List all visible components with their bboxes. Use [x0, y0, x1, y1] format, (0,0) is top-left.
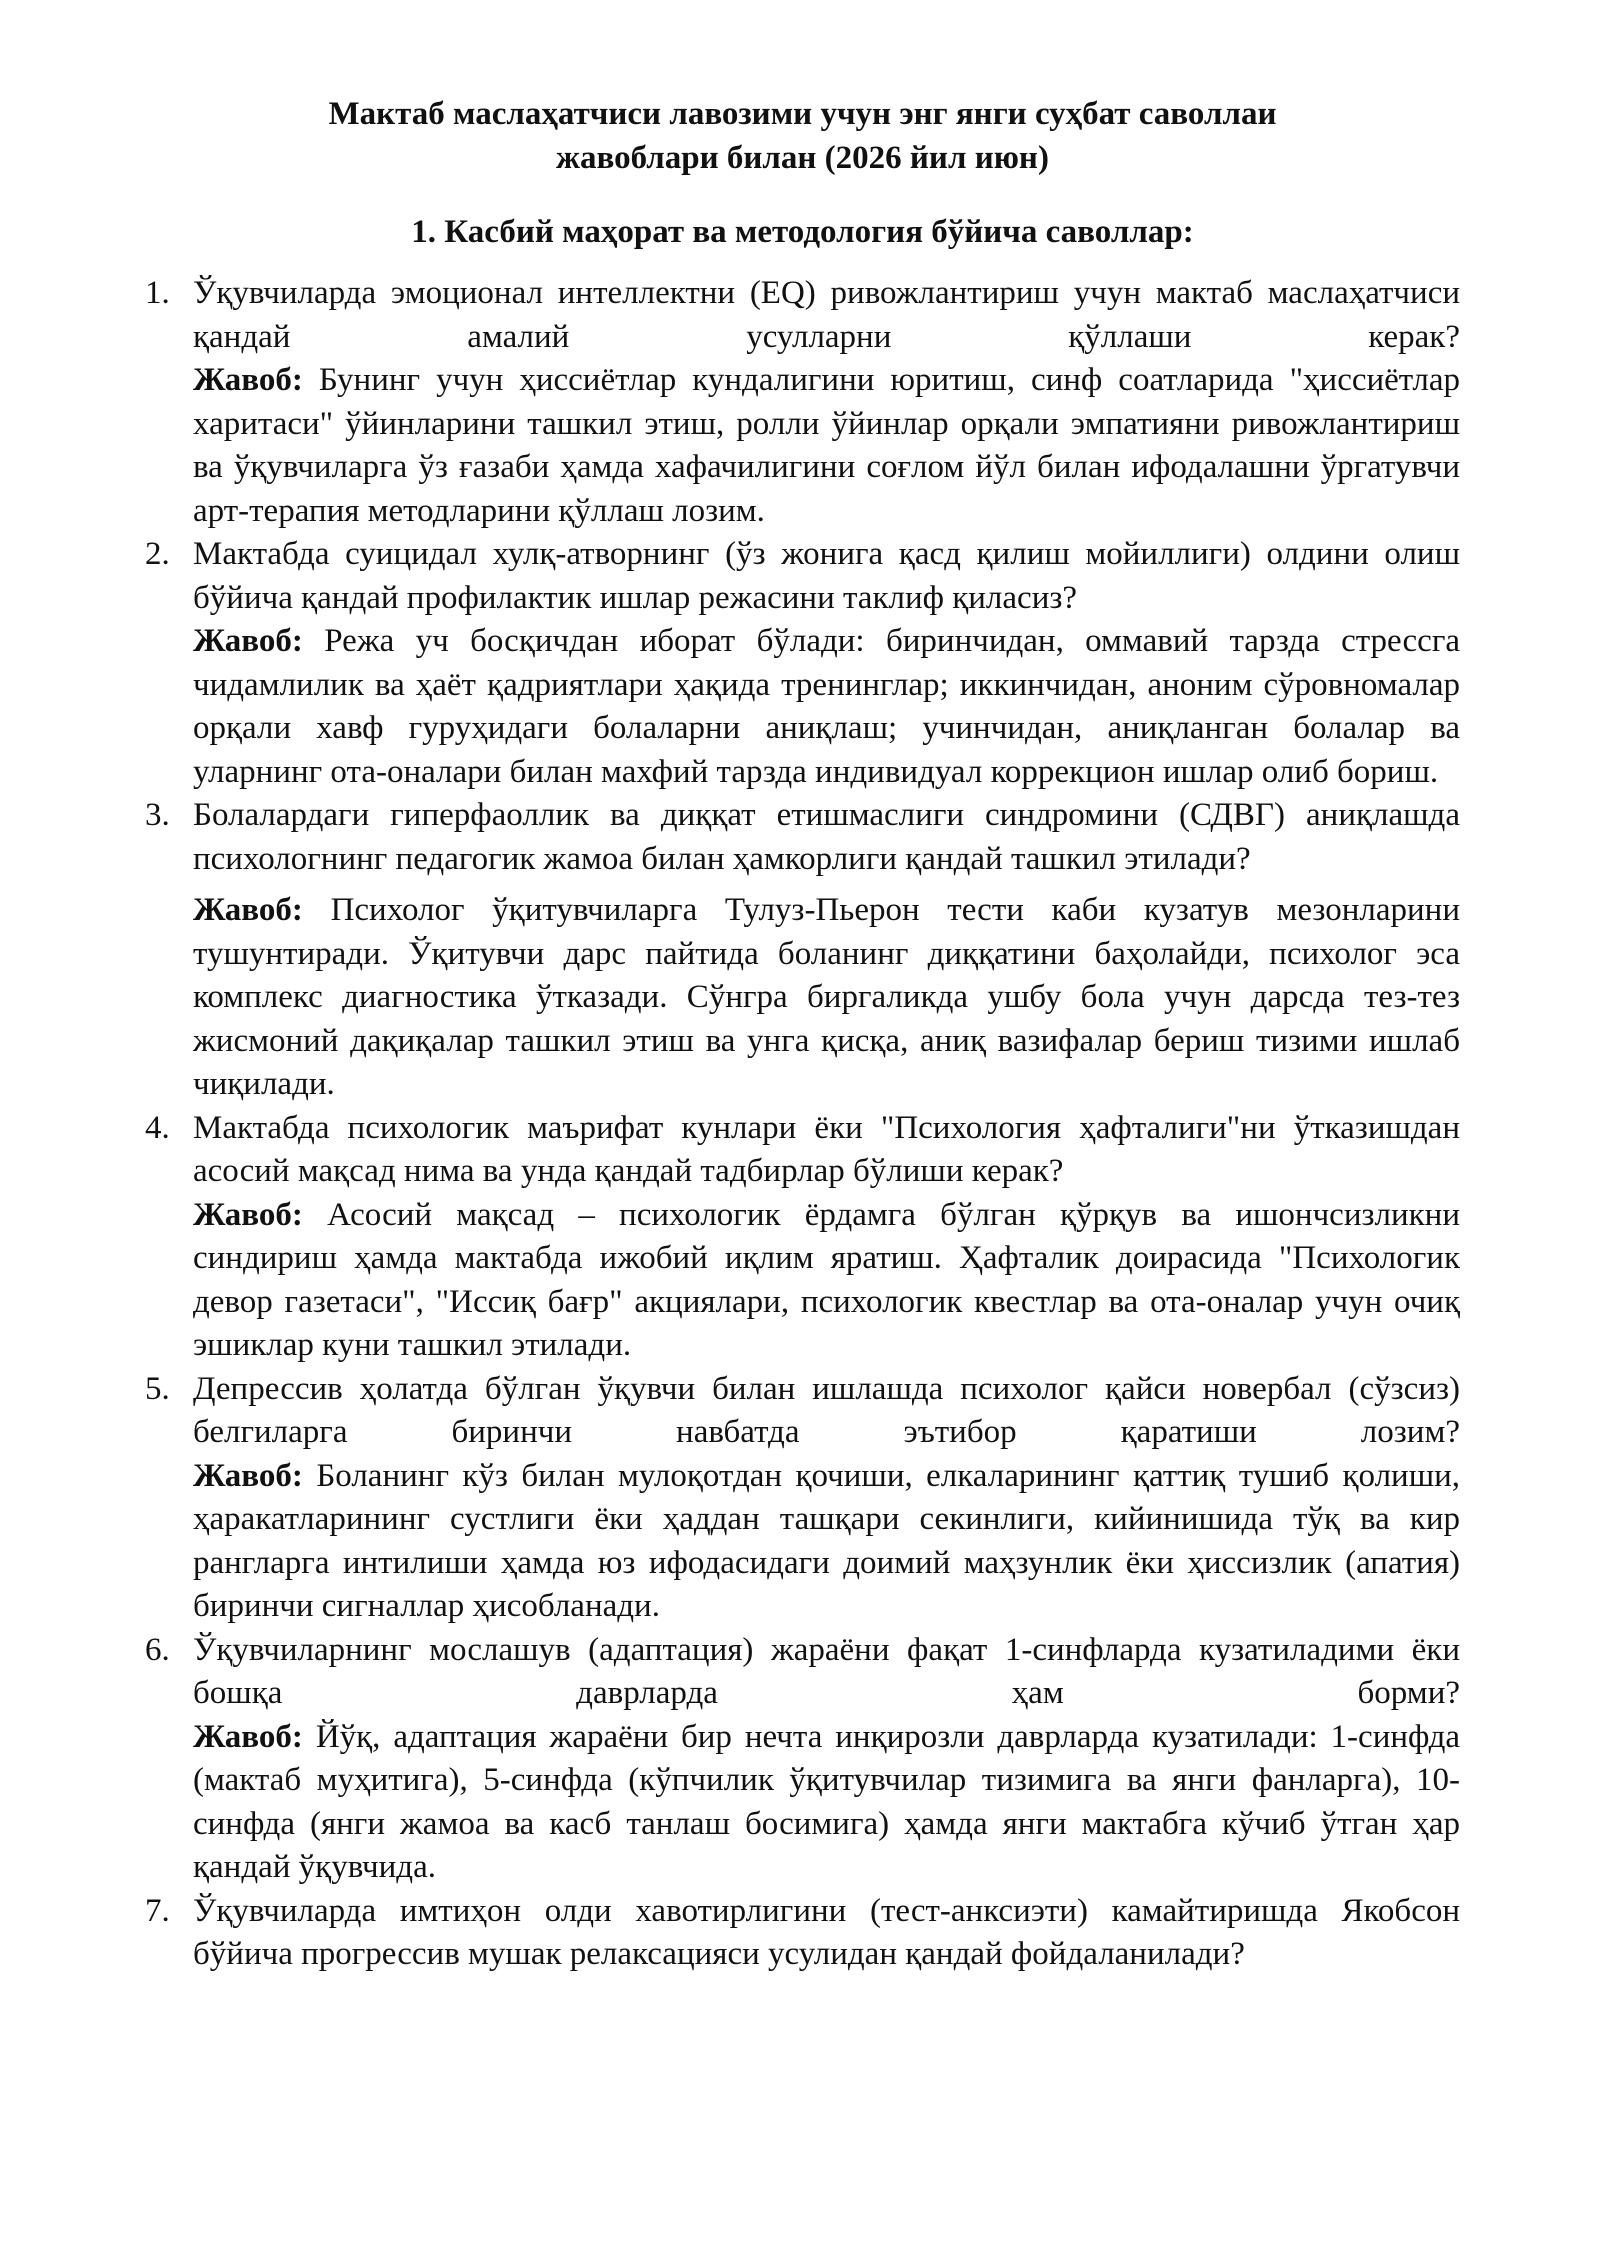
- answer-label: Жавоб:: [193, 1718, 303, 1755]
- item-number: 3.: [145, 797, 170, 833]
- answer-text: Боланинг кўз билан мулоқотдан қочиши, елкаларининг қаттиқ тушиб қолиши, ҳаракатларининг сустлиги ёки ҳаддан ташқари секинлиги, кийинишида тўқ ва кир рангларга интилиши ҳамда юз ифодасидаги доимий маҳзунлик ёки ҳиссизлик (апатия) биринчи сигналлар ҳисобланади.: [193, 1457, 1461, 1624]
- answer-text: Асосий мақсад – психологик ёрдамга бўлган қўрқув ва ишончсизликни синдириш ҳамда мактабда ижобий иқлим яратиш. Ҳафталик доирасида "Психологик девор газетаси", "Иссиқ бағр" акциялари, психологик квестлар ва ота-оналар учун очиқ эшиклар куни ташкил этилади.: [193, 1196, 1460, 1363]
- question-text: Болалардаги гиперфаоллик ва диққат етишмаслиги синдромини (СДВГ) аниқлашда психологнинг педагогик жамоа билан ҳамкорлиги қандай ташкил этилади?: [193, 797, 1460, 877]
- question-list: [145, 272, 1460, 1977]
- answer-label: Жавоб:: [193, 1196, 303, 1233]
- answer-block: [193, 1455, 1460, 1629]
- item-number: 7.: [145, 1892, 170, 1929]
- list-item: [145, 1629, 1460, 1890]
- question-text: Депрессив ҳолатда бўлган ўқувчи билан ишлашда психолог қайси новербал (сўзсиз) белгиларга биринчи навбатда эътибор қаратиши лозим?: [193, 1370, 1460, 1450]
- answer-label: Жавоб:: [193, 362, 303, 398]
- answer-label: Жавоб:: [193, 623, 303, 659]
- title-line-2: жавоблари билан (2026 йил июн): [556, 140, 1049, 176]
- answer-label: Жавоб:: [193, 1457, 303, 1494]
- question-text: Мактабда суицидал хулқ-атворнинг (ўз жонига қасд қилиш мойиллиги) олдини олиш бўйича қандай профилактик ишлар режасини таклиф қиласиз?: [193, 536, 1460, 616]
- list-item: [145, 794, 1460, 1107]
- document-title: [145, 92, 1460, 180]
- question-text: Ўқувчиларда имтиҳон олди хавотирлигини (тест-анксиэти) камайтиришда Якобсон бўйича прогрессив мушак релаксацияси усулидан қандай фойдаланилади?: [193, 1892, 1460, 1972]
- answer-block: [193, 1194, 1460, 1368]
- item-number: 4.: [145, 1109, 170, 1146]
- answer-label: Жавоб:: [193, 892, 303, 928]
- item-number: 5.: [145, 1370, 170, 1407]
- answer-block: [193, 359, 1460, 533]
- item-number: 6.: [145, 1631, 170, 1668]
- answer-block: [193, 889, 1460, 1107]
- list-item: [145, 272, 1460, 533]
- question-text: Ўқувчиларнинг мослашув (адаптация) жараёни фақат 1-синфларда кузатиладими ёки бошқа даврларда ҳам борми?: [193, 1631, 1460, 1711]
- title-line-1: Мактаб маслаҳатчиси лавозими учун энг янги суҳбат саволлаи: [328, 96, 1277, 132]
- section-heading: 1. Касбий маҳорат ва методология бўйича саволлар:: [411, 214, 1194, 250]
- answer-block: [193, 1716, 1460, 1890]
- answer-text: Йўқ, адаптация жараёни бир нечта инқирозли даврларда кузатилади: 1-синфда (мактаб муҳитига), 5-синфда (кўпчилик ўқитувчилар тизимига ва янги фанларга), 10-синфда (янги жамоа ва касб танлаш босимига) ҳамда янги мактабга кўчиб ўтган ҳар қандай ўқувчида.: [193, 1718, 1461, 1885]
- answer-text: Бунинг учун ҳиссиётлар кундалигини юритиш, синф соатларида "ҳиссиётлар харитаси" ўйинларини ташкил этиш, ролли ўйинлар орқали эмпатияни ривожлантириш ва ўқувчиларга ўз ғазаби ҳамда хафачилигини соғлом йўл билан ифодалашни ўргатувчи арт-терапия методларини қўллаш лозим.: [193, 362, 1461, 529]
- question-text: Ўқувчиларда эмоционал интеллектни (EQ) ривожлантириш учун мактаб маслаҳатчиси қандай амалий усулларни қўллаши керак?: [193, 275, 1460, 355]
- item-number: 2.: [145, 536, 170, 572]
- answer-text: Психолог ўқитувчиларга Тулуз-Пьерон тести каби кузатув мезонларини тушунтиради. Ўқитувчи дарс пайтида боланинг диққатини баҳолайди, психолог эса комплекс диагностика ўтказади. Сўнгра биргаликда ушбу бола учун дарсда тез-тез жисмоний дақиқалар ташкил этиш ва унга қисқа, аниқ вазифалар бериш тизими ишлаб чиқилади.: [193, 892, 1460, 1102]
- list-item: [145, 533, 1460, 794]
- list-item: [145, 1890, 1460, 1977]
- answer-block: [193, 620, 1460, 794]
- list-item: [145, 1107, 1460, 1368]
- list-item: [145, 1368, 1460, 1629]
- answer-text: Режа уч босқичдан иборат бўлади: биринчидан, оммавий тарзда стрессга чидамлилик ва ҳаёт қадриятлари ҳақида тренинглар; иккинчидан, аноним сўровномалар орқали хавф гуруҳидаги болаларни аниқлаш; учинчидан, аниқланган болалар ва уларнинг ота-оналари билан махфий тарзда индивидуал коррекцион ишлар олиб бориш.: [193, 623, 1461, 790]
- question-text: Мактабда психологик маърифат кунлари ёки "Психология ҳафталиги"ни ўтказишдан асосий мақсад нима ва унда қандай тадбирлар бўлиши керак?: [193, 1109, 1460, 1189]
- item-number: 1.: [145, 275, 170, 311]
